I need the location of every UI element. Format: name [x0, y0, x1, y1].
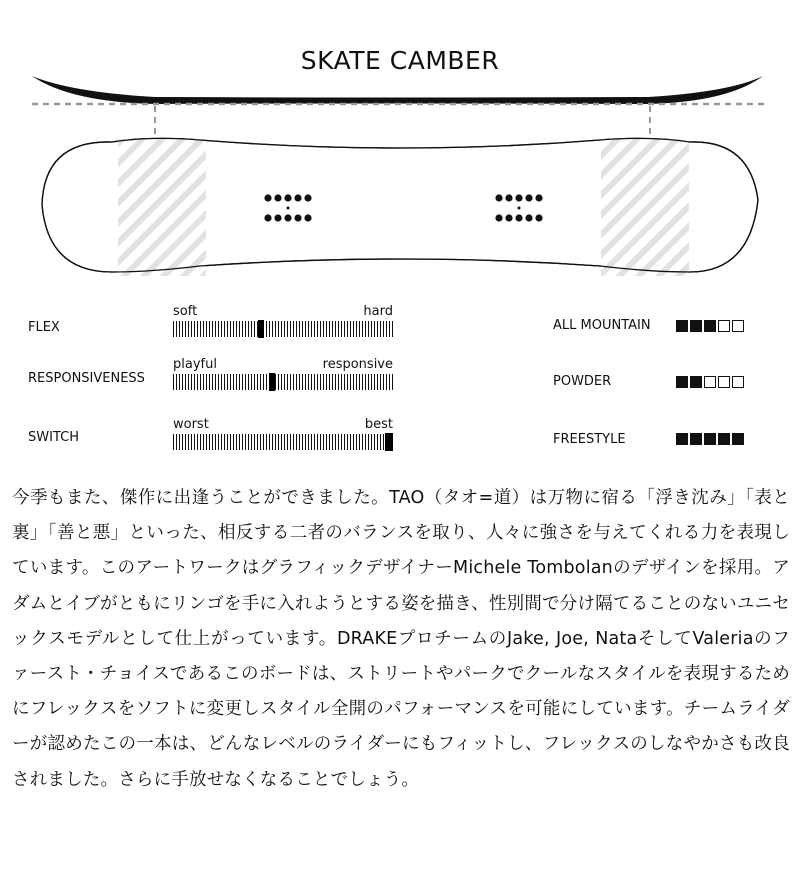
tip-zone-right	[601, 139, 689, 276]
rating-box-filled	[704, 433, 716, 445]
camber-profile	[32, 76, 763, 104]
all-mountain-rating	[676, 320, 744, 332]
insert-hole	[284, 214, 291, 221]
switch-max-label: best	[364, 417, 393, 432]
insert-center-mark	[287, 207, 290, 210]
flex-scale	[173, 305, 393, 337]
switch-scale	[173, 418, 393, 450]
flex-min-label: soft	[173, 304, 198, 319]
board-diagram	[0, 0, 800, 300]
rating-box-empty	[732, 376, 744, 388]
rating-box-filled	[690, 376, 702, 388]
rating-box-filled	[690, 433, 702, 445]
powder-label: POWDER	[553, 374, 612, 389]
insert-hole	[515, 194, 522, 201]
rating-box-empty	[718, 320, 730, 332]
rating-box-filled	[676, 376, 688, 388]
switch-label: SWITCH	[28, 430, 79, 445]
rating-box-filled	[676, 320, 688, 332]
switch-marker	[385, 433, 393, 451]
insert-hole	[505, 214, 512, 221]
switch-min-label: worst	[173, 417, 209, 432]
insert-hole	[264, 214, 271, 221]
rating-box-filled	[704, 320, 716, 332]
flex-label: FLEX	[28, 320, 60, 335]
flex-max-label: hard	[363, 304, 393, 319]
freestyle-rating	[676, 433, 744, 445]
insert-hole	[304, 194, 311, 201]
insert-hole	[535, 194, 542, 201]
insert-hole	[505, 194, 512, 201]
insert-hole	[515, 214, 522, 221]
responsiveness-marker	[269, 373, 275, 391]
powder-rating	[676, 376, 744, 388]
insert-hole	[264, 194, 271, 201]
insert-hole	[274, 194, 281, 201]
responsiveness-bar	[173, 374, 393, 390]
freestyle-label: FREESTYLE	[553, 432, 626, 447]
switch-bar	[173, 434, 393, 450]
insert-hole	[525, 194, 532, 201]
rating-box-filled	[718, 433, 730, 445]
profile-title: SKATE CAMBER	[300, 46, 500, 75]
rating-box-filled	[676, 433, 688, 445]
insert-hole	[535, 214, 542, 221]
responsiveness-scale	[173, 358, 393, 390]
rating-box-filled	[690, 320, 702, 332]
insert-hole	[525, 214, 532, 221]
insert-hole	[294, 194, 301, 201]
responsiveness-max-label: responsive	[322, 357, 393, 372]
product-description: 今季もまた、傑作に出逢うことができました。TAO（タオ=道）は万物に宿る「浮き沈み」「表と裏」「善と悪」といった、相反する二者のバランスを取り、人々に強さを与えてくれる力を表現しています。このアートワークはグラフィックデザイナーMichele Tombolanのデザインを採用。アダムとイブがともにリンゴを手に入れようとする姿を描き、性別間で分け隔てることのないユニセックスモデルとして仕上がっています。DRAKEプロチームのJake, Joe, NataそしてValeriaのファースト・チョイスであるこのボードは、ストリートやパークでクールなスタイルを表現するためにフレックスをソフトに変更しスタイル全開のパフォーマンスを可能にしています。チームライダーが認めたこの一本は、どんなレベルのライダーにもフィットし、フレックスのしなやかさも改良されました。さらに手放せなくなることでしょう。	[12, 488, 790, 790]
responsiveness-min-label: playful	[173, 357, 217, 372]
flex-bar	[173, 321, 393, 337]
insert-center-mark	[518, 207, 521, 210]
flex-marker	[258, 320, 264, 338]
tip-zone-left	[118, 139, 206, 276]
insert-hole	[274, 214, 281, 221]
insert-hole	[284, 194, 291, 201]
rating-box-empty	[732, 320, 744, 332]
insert-hole	[304, 214, 311, 221]
insert-hole	[495, 214, 502, 221]
rating-box-empty	[704, 376, 716, 388]
insert-hole	[495, 194, 502, 201]
all-mountain-label: ALL MOUNTAIN	[553, 318, 651, 333]
rating-box-empty	[718, 376, 730, 388]
insert-hole	[294, 214, 301, 221]
responsiveness-label: RESPONSIVENESS	[28, 371, 145, 386]
rating-box-filled	[732, 433, 744, 445]
